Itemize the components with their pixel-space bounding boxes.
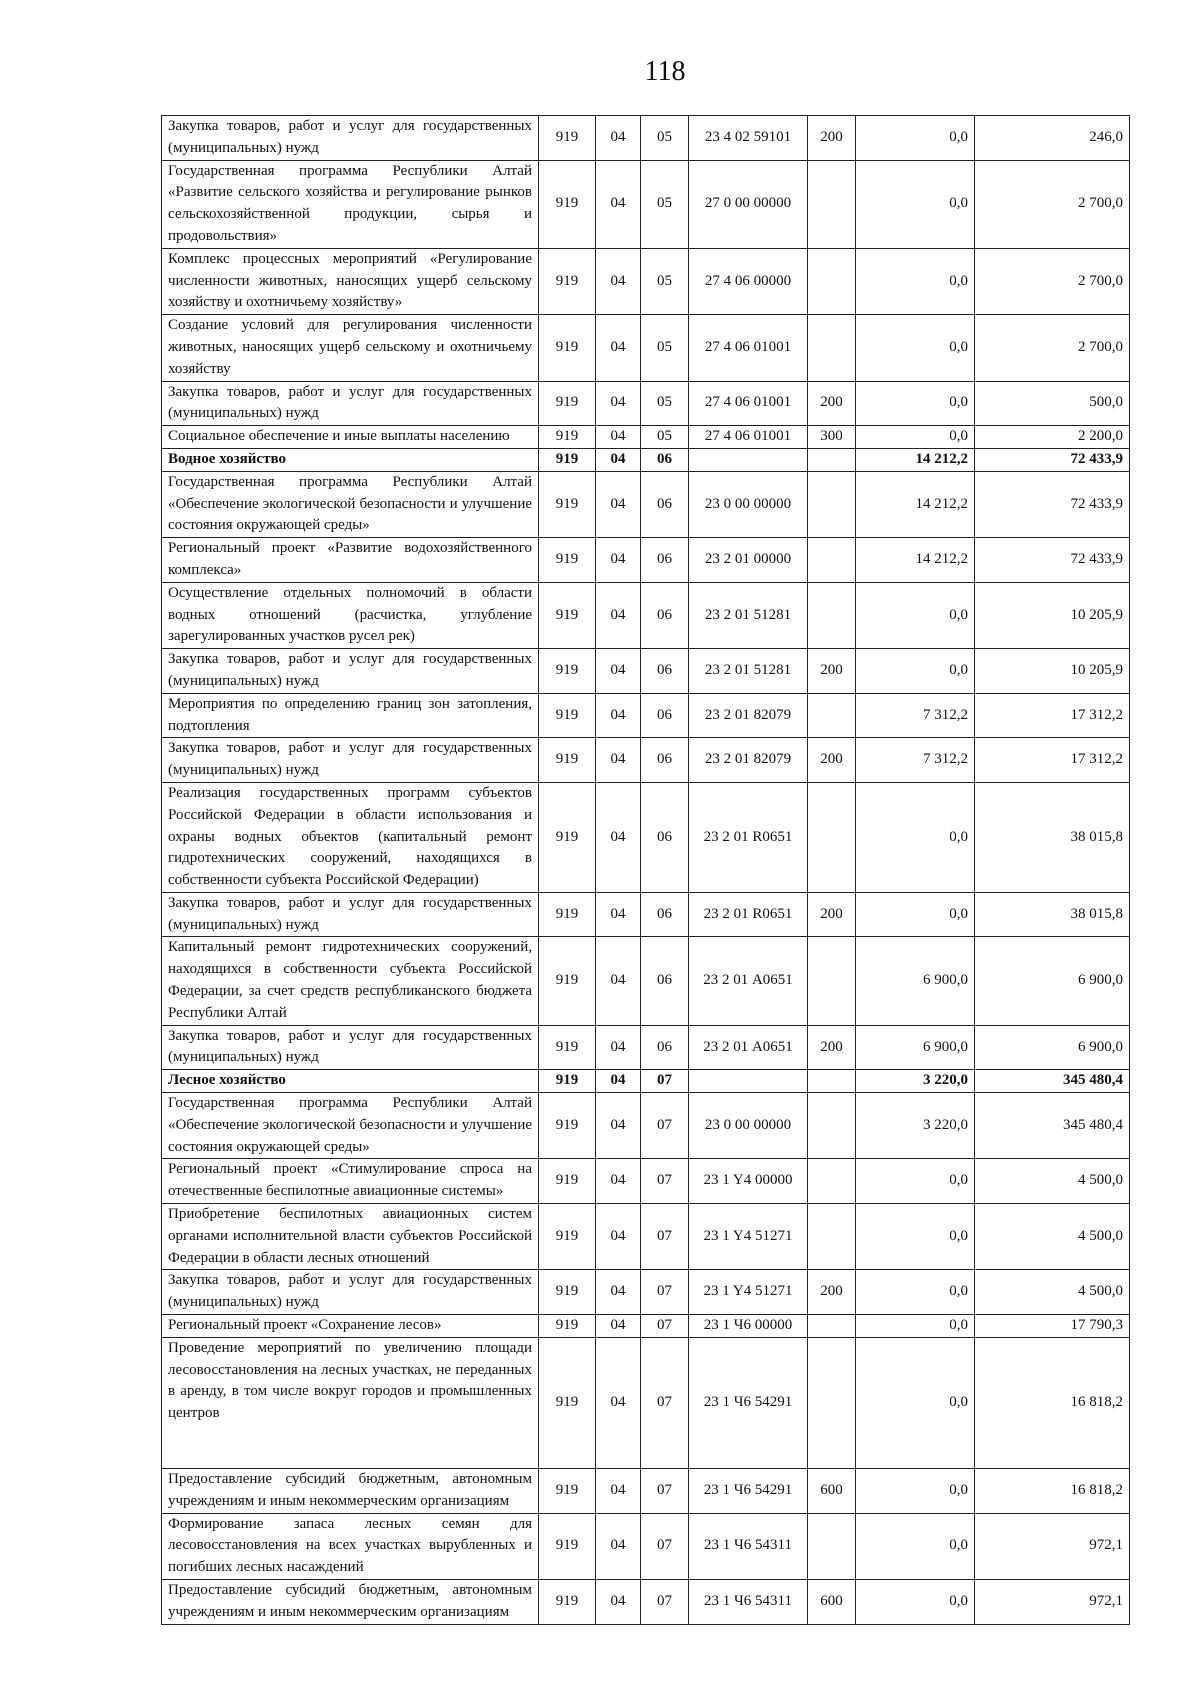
expense-type-cell <box>808 1070 856 1093</box>
amount-2-cell: 246,0 <box>975 116 1130 161</box>
target-article-cell: 23 1 Ч6 54311 <box>689 1513 808 1579</box>
subsection-code-cell: 07 <box>641 1513 689 1579</box>
amount-2-cell: 72 433,9 <box>975 538 1130 583</box>
amount-1-cell: 6 900,0 <box>856 937 975 1025</box>
table-row <box>162 1025 1130 1070</box>
target-article-cell: 23 0 00 00000 <box>689 1093 808 1159</box>
gr-code-cell: 919 <box>539 1159 596 1204</box>
gr-code-cell: 919 <box>539 381 596 426</box>
table-row <box>162 1337 1130 1468</box>
page-number: 118 <box>644 56 686 87</box>
amount-2-cell: 16 818,2 <box>975 1469 1130 1514</box>
table-row <box>162 892 1130 937</box>
amount-1-cell: 0,0 <box>856 1270 975 1315</box>
expense-type-cell: 200 <box>808 649 856 694</box>
section-code-cell: 04 <box>596 1337 641 1468</box>
table-row <box>162 160 1130 248</box>
section-code-cell: 04 <box>596 448 641 471</box>
section-code-cell: 04 <box>596 248 641 314</box>
amount-2-cell: 2 200,0 <box>975 426 1130 449</box>
table-body <box>162 116 1130 1625</box>
amount-2-cell: 2 700,0 <box>975 160 1130 248</box>
row-name-cell: Закупка товаров, работ и услуг для государственных (муниципальных) нужд <box>162 1025 539 1070</box>
table-row <box>162 1093 1130 1159</box>
table-row <box>162 248 1130 314</box>
section-code-cell: 04 <box>596 426 641 449</box>
amount-1-cell: 7 312,2 <box>856 693 975 738</box>
table-row <box>162 448 1130 471</box>
table-row <box>162 693 1130 738</box>
expense-type-cell <box>808 693 856 738</box>
section-code-cell: 04 <box>596 315 641 381</box>
amount-1-cell: 0,0 <box>856 1580 975 1625</box>
table-row <box>162 1315 1130 1338</box>
amount-2-cell: 972,1 <box>975 1580 1130 1625</box>
expense-type-cell <box>808 160 856 248</box>
subsection-code-cell: 06 <box>641 538 689 583</box>
amount-2-cell: 6 900,0 <box>975 937 1130 1025</box>
row-name-cell: Государственная программа Республики Алтай «Обеспечение экологической безопасности и улучшение состояния окружающей среды» <box>162 1093 539 1159</box>
amount-1-cell: 0,0 <box>856 315 975 381</box>
section-code-cell: 04 <box>596 1070 641 1093</box>
amount-1-cell: 0,0 <box>856 1337 975 1468</box>
section-code-cell: 04 <box>596 1159 641 1204</box>
target-article-cell: 27 4 06 01001 <box>689 315 808 381</box>
section-code-cell: 04 <box>596 782 641 892</box>
target-article-cell: 23 1 Ч6 00000 <box>689 1315 808 1338</box>
expense-type-cell <box>808 1204 856 1270</box>
target-article-cell: 23 2 01 82079 <box>689 738 808 783</box>
gr-code-cell: 919 <box>539 1315 596 1338</box>
gr-code-cell: 919 <box>539 1513 596 1579</box>
expense-type-cell <box>808 471 856 537</box>
table-row <box>162 471 1130 537</box>
table-row <box>162 937 1130 1025</box>
row-name-cell: Осуществление отдельных полномочий в области водных отношений (расчистка, углубление зарегулированных участков русел рек) <box>162 582 539 648</box>
row-name-cell: Предоставление субсидий бюджетным, автономным учреждениям и иным некоммерческим организациям <box>162 1469 539 1514</box>
subsection-code-cell: 05 <box>641 160 689 248</box>
subsection-code-cell: 06 <box>641 1025 689 1070</box>
gr-code-cell: 919 <box>539 937 596 1025</box>
amount-1-cell: 0,0 <box>856 1513 975 1579</box>
subsection-code-cell: 06 <box>641 471 689 537</box>
amount-1-cell: 0,0 <box>856 649 975 694</box>
row-name-cell: Закупка товаров, работ и услуг для государственных (муниципальных) нужд <box>162 116 539 161</box>
section-code-cell: 04 <box>596 937 641 1025</box>
row-name-cell: Комплекс процессных мероприятий «Регулирование численности животных, наносящих ущерб сельскому хозяйству и охотничьему хозяйству» <box>162 248 539 314</box>
table-row <box>162 1159 1130 1204</box>
target-article-cell: 23 2 01 51281 <box>689 582 808 648</box>
subsection-code-cell: 05 <box>641 248 689 314</box>
target-article-cell: 23 2 01 R0651 <box>689 782 808 892</box>
amount-1-cell: 6 900,0 <box>856 1025 975 1070</box>
gr-code-cell: 919 <box>539 649 596 694</box>
expense-type-cell <box>808 1315 856 1338</box>
expense-type-cell <box>808 1093 856 1159</box>
row-name-cell: Предоставление субсидий бюджетным, автономным учреждениям и иным некоммерческим организациям <box>162 1580 539 1625</box>
amount-1-cell: 0,0 <box>856 782 975 892</box>
amount-2-cell: 17 312,2 <box>975 693 1130 738</box>
target-article-cell: 23 1 Y4 00000 <box>689 1159 808 1204</box>
amount-2-cell: 4 500,0 <box>975 1204 1130 1270</box>
section-code-cell: 04 <box>596 649 641 694</box>
expense-type-cell <box>808 538 856 583</box>
subsection-code-cell: 06 <box>641 448 689 471</box>
subsection-code-cell: 06 <box>641 782 689 892</box>
amount-2-cell: 972,1 <box>975 1513 1130 1579</box>
target-article-cell: 27 4 06 01001 <box>689 426 808 449</box>
amount-2-cell: 72 433,9 <box>975 448 1130 471</box>
subsection-code-cell: 07 <box>641 1204 689 1270</box>
amount-1-cell: 0,0 <box>856 248 975 314</box>
target-article-cell: 23 4 02 59101 <box>689 116 808 161</box>
gr-code-cell: 919 <box>539 1270 596 1315</box>
row-name-cell: Социальное обеспечение и иные выплаты населению <box>162 426 539 449</box>
table-row <box>162 738 1130 783</box>
subsection-code-cell: 06 <box>641 693 689 738</box>
amount-1-cell: 0,0 <box>856 1469 975 1514</box>
expense-type-cell: 200 <box>808 892 856 937</box>
section-code-cell: 04 <box>596 1270 641 1315</box>
gr-code-cell: 919 <box>539 1093 596 1159</box>
section-code-cell: 04 <box>596 1315 641 1338</box>
expense-type-cell <box>808 248 856 314</box>
subsection-code-cell: 05 <box>641 315 689 381</box>
target-article-cell: 23 0 00 00000 <box>689 471 808 537</box>
table-row <box>162 649 1130 694</box>
section-code-cell: 04 <box>596 693 641 738</box>
amount-1-cell: 0,0 <box>856 1204 975 1270</box>
expense-type-cell <box>808 1159 856 1204</box>
amount-2-cell: 10 205,9 <box>975 582 1130 648</box>
table-row <box>162 1070 1130 1093</box>
amount-2-cell: 17 790,3 <box>975 1315 1130 1338</box>
section-code-cell: 04 <box>596 1580 641 1625</box>
gr-code-cell: 919 <box>539 116 596 161</box>
row-name-cell: Водное хозяйство <box>162 448 539 471</box>
subsection-code-cell: 06 <box>641 892 689 937</box>
section-code-cell: 04 <box>596 1469 641 1514</box>
row-name-cell: Закупка товаров, работ и услуг для государственных (муниципальных) нужд <box>162 381 539 426</box>
section-code-cell: 04 <box>596 160 641 248</box>
gr-code-cell: 919 <box>539 693 596 738</box>
expense-type-cell: 200 <box>808 738 856 783</box>
target-article-cell: 27 4 06 01001 <box>689 381 808 426</box>
section-code-cell: 04 <box>596 381 641 426</box>
amount-2-cell: 6 900,0 <box>975 1025 1130 1070</box>
target-article-cell <box>689 1070 808 1093</box>
amount-1-cell: 14 212,2 <box>856 448 975 471</box>
row-name-cell: Закупка товаров, работ и услуг для государственных (муниципальных) нужд <box>162 738 539 783</box>
gr-code-cell: 919 <box>539 315 596 381</box>
row-name-cell: Государственная программа Республики Алтай «Развитие сельского хозяйства и регулирование рынков сельскохозяйственной продукции, сырья и продовольствия» <box>162 160 539 248</box>
expense-type-cell: 200 <box>808 116 856 161</box>
row-name-cell: Создание условий для регулирования численности животных, наносящих ущерб сельскому и охотничьему хозяйству <box>162 315 539 381</box>
expense-type-cell <box>808 315 856 381</box>
amount-2-cell: 2 700,0 <box>975 248 1130 314</box>
subsection-code-cell: 05 <box>641 381 689 426</box>
section-code-cell: 04 <box>596 582 641 648</box>
gr-code-cell: 919 <box>539 248 596 314</box>
expense-type-cell <box>808 1337 856 1468</box>
amount-1-cell: 0,0 <box>856 381 975 426</box>
table-row <box>162 1204 1130 1270</box>
section-code-cell: 04 <box>596 1025 641 1070</box>
expense-type-cell <box>808 937 856 1025</box>
amount-1-cell: 14 212,2 <box>856 471 975 537</box>
table-row <box>162 1469 1130 1514</box>
subsection-code-cell: 07 <box>641 1580 689 1625</box>
target-article-cell: 23 1 Y4 51271 <box>689 1204 808 1270</box>
section-code-cell: 04 <box>596 892 641 937</box>
gr-code-cell: 919 <box>539 782 596 892</box>
row-name-cell: Капитальный ремонт гидротехнических сооружений, находящихся в собственности субъекта Российской Федерации, за счет средств республиканского бюджета Республики Алтай <box>162 937 539 1025</box>
subsection-code-cell: 07 <box>641 1070 689 1093</box>
expense-type-cell: 200 <box>808 1270 856 1315</box>
section-code-cell: 04 <box>596 1093 641 1159</box>
gr-code-cell: 919 <box>539 471 596 537</box>
row-name-cell: Лесное хозяйство <box>162 1070 539 1093</box>
subsection-code-cell: 07 <box>641 1315 689 1338</box>
target-article-cell: 23 2 01 00000 <box>689 538 808 583</box>
row-name-cell: Государственная программа Республики Алтай «Обеспечение экологической безопасности и улучшение состояния окружающей среды» <box>162 471 539 537</box>
expense-type-cell: 200 <box>808 381 856 426</box>
row-name-cell: Закупка товаров, работ и услуг для государственных (муниципальных) нужд <box>162 892 539 937</box>
expense-type-cell <box>808 782 856 892</box>
subsection-code-cell: 06 <box>641 937 689 1025</box>
row-name-cell: Закупка товаров, работ и услуг для государственных (муниципальных) нужд <box>162 1270 539 1315</box>
target-article-cell <box>689 448 808 471</box>
row-name-cell: Мероприятия по определению границ зон затопления, подтопления <box>162 693 539 738</box>
target-article-cell: 23 1 Ч6 54311 <box>689 1580 808 1625</box>
gr-code-cell: 919 <box>539 426 596 449</box>
budget-table <box>161 115 1130 1625</box>
subsection-code-cell: 07 <box>641 1270 689 1315</box>
amount-1-cell: 3 220,0 <box>856 1070 975 1093</box>
gr-code-cell: 919 <box>539 1337 596 1468</box>
gr-code-cell: 919 <box>539 892 596 937</box>
amount-2-cell: 4 500,0 <box>975 1159 1130 1204</box>
amount-1-cell: 0,0 <box>856 1159 975 1204</box>
table-row <box>162 582 1130 648</box>
table-row <box>162 426 1130 449</box>
subsection-code-cell: 07 <box>641 1469 689 1514</box>
amount-2-cell: 72 433,9 <box>975 471 1130 537</box>
amount-1-cell: 14 212,2 <box>856 538 975 583</box>
section-code-cell: 04 <box>596 538 641 583</box>
gr-code-cell: 919 <box>539 1204 596 1270</box>
subsection-code-cell: 07 <box>641 1159 689 1204</box>
amount-1-cell: 0,0 <box>856 426 975 449</box>
table-row <box>162 1270 1130 1315</box>
amount-1-cell: 0,0 <box>856 116 975 161</box>
table-row <box>162 782 1130 892</box>
target-article-cell: 23 2 01 82079 <box>689 693 808 738</box>
target-article-cell: 23 2 01 А0651 <box>689 937 808 1025</box>
expense-type-cell <box>808 1513 856 1579</box>
amount-2-cell: 4 500,0 <box>975 1270 1130 1315</box>
section-code-cell: 04 <box>596 1204 641 1270</box>
target-article-cell: 27 0 00 00000 <box>689 160 808 248</box>
amount-1-cell: 0,0 <box>856 582 975 648</box>
amount-2-cell: 38 015,8 <box>975 782 1130 892</box>
expense-type-cell: 600 <box>808 1580 856 1625</box>
gr-code-cell: 919 <box>539 1469 596 1514</box>
row-name-cell: Приобретение беспилотных авиационных систем органами исполнительной власти субъектов Российской Федерации в области лесных отношений <box>162 1204 539 1270</box>
expense-type-cell: 600 <box>808 1469 856 1514</box>
subsection-code-cell: 06 <box>641 582 689 648</box>
table-row <box>162 1580 1130 1625</box>
expense-type-cell <box>808 582 856 648</box>
section-code-cell: 04 <box>596 116 641 161</box>
section-code-cell: 04 <box>596 738 641 783</box>
amount-2-cell: 10 205,9 <box>975 649 1130 694</box>
amount-2-cell: 500,0 <box>975 381 1130 426</box>
section-code-cell: 04 <box>596 1513 641 1579</box>
table-row <box>162 315 1130 381</box>
subsection-code-cell: 05 <box>641 116 689 161</box>
target-article-cell: 23 2 01 51281 <box>689 649 808 694</box>
row-name-cell: Региональный проект «Сохранение лесов» <box>162 1315 539 1338</box>
amount-1-cell: 0,0 <box>856 160 975 248</box>
target-article-cell: 23 1 Ч6 54291 <box>689 1469 808 1514</box>
amount-1-cell: 0,0 <box>856 1315 975 1338</box>
subsection-code-cell: 07 <box>641 1093 689 1159</box>
gr-code-cell: 919 <box>539 160 596 248</box>
gr-code-cell: 919 <box>539 738 596 783</box>
amount-2-cell: 345 480,4 <box>975 1093 1130 1159</box>
table-row <box>162 116 1130 161</box>
target-article-cell: 27 4 06 00000 <box>689 248 808 314</box>
amount-2-cell: 17 312,2 <box>975 738 1130 783</box>
target-article-cell: 23 2 01 R0651 <box>689 892 808 937</box>
table-row <box>162 1513 1130 1579</box>
subsection-code-cell: 07 <box>641 1337 689 1468</box>
amount-1-cell: 7 312,2 <box>856 738 975 783</box>
gr-code-cell: 919 <box>539 1580 596 1625</box>
subsection-code-cell: 06 <box>641 738 689 783</box>
table-row <box>162 538 1130 583</box>
row-name-cell: Региональный проект «Стимулирование спроса на отечественные беспилотные авиационные системы» <box>162 1159 539 1204</box>
gr-code-cell: 919 <box>539 538 596 583</box>
expense-type-cell: 200 <box>808 1025 856 1070</box>
amount-1-cell: 0,0 <box>856 892 975 937</box>
gr-code-cell: 919 <box>539 582 596 648</box>
amount-2-cell: 38 015,8 <box>975 892 1130 937</box>
target-article-cell: 23 2 01 А0651 <box>689 1025 808 1070</box>
amount-2-cell: 16 818,2 <box>975 1337 1130 1468</box>
target-article-cell: 23 1 Ч6 54291 <box>689 1337 808 1468</box>
gr-code-cell: 919 <box>539 1070 596 1093</box>
gr-code-cell: 919 <box>539 448 596 471</box>
expense-type-cell <box>808 448 856 471</box>
amount-1-cell: 3 220,0 <box>856 1093 975 1159</box>
row-name-cell: Закупка товаров, работ и услуг для государственных (муниципальных) нужд <box>162 649 539 694</box>
subsection-code-cell: 06 <box>641 649 689 694</box>
row-name-cell: Региональный проект «Развитие водохозяйственного комплекса» <box>162 538 539 583</box>
expense-type-cell: 300 <box>808 426 856 449</box>
table-row <box>162 381 1130 426</box>
target-article-cell: 23 1 Y4 51271 <box>689 1270 808 1315</box>
section-code-cell: 04 <box>596 471 641 537</box>
row-name-cell: Реализация государственных программ субъектов Российской Федерации в области использования и охраны водных объектов (капитальный ремонт гидротехнических сооружений, находящихся в собственности субъекта Российской Федерации) <box>162 782 539 892</box>
amount-2-cell: 2 700,0 <box>975 315 1130 381</box>
subsection-code-cell: 05 <box>641 426 689 449</box>
row-name-cell: Формирование запаса лесных семян для лесовосстановления на всех участках вырубленных и погибших лесных насаждений <box>162 1513 539 1579</box>
amount-2-cell: 345 480,4 <box>975 1070 1130 1093</box>
row-name-cell: Проведение мероприятий по увеличению площади лесовосстановления на лесных участках, не переданных в аренду, в том числе вокруг городов и промышленных центров <box>162 1337 539 1468</box>
gr-code-cell: 919 <box>539 1025 596 1070</box>
